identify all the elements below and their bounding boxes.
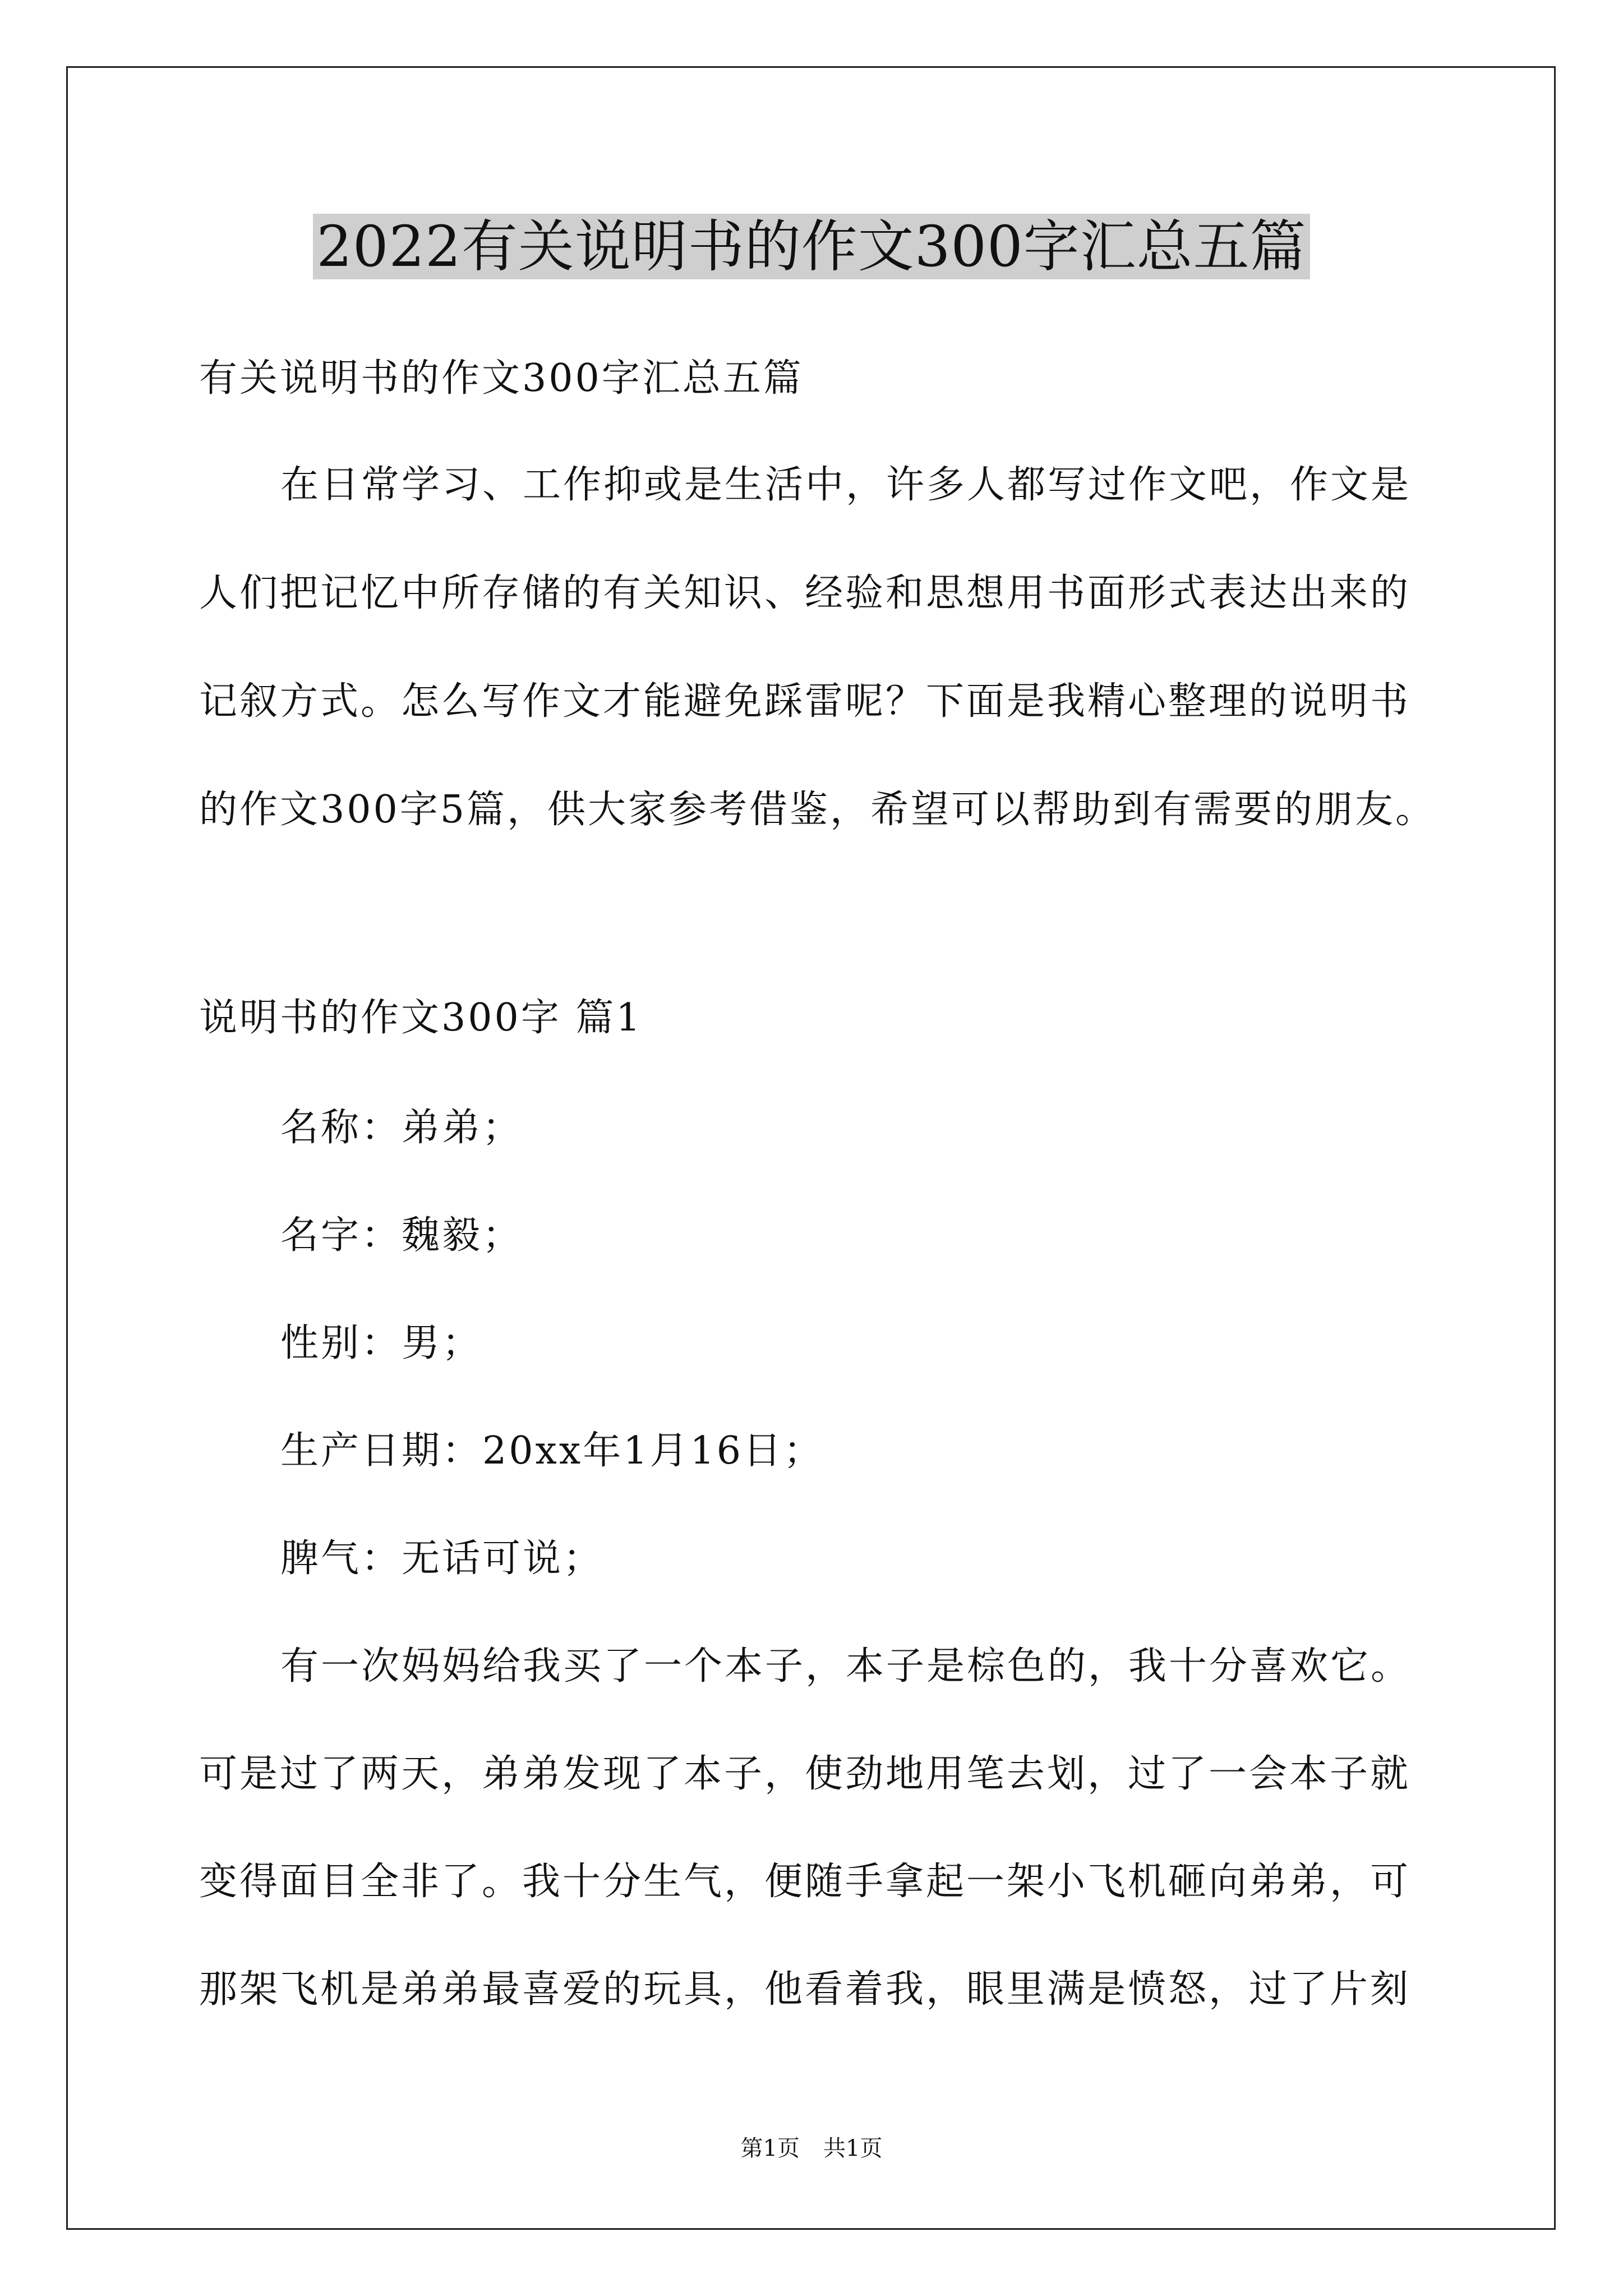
field-birth-date: 生产日期：20xx年1月16日；: [280, 1429, 824, 1473]
intro-line-2: 人们把记忆中所存储的有关知识、经验和思想用书面形式表达出来的: [199, 571, 1411, 615]
story-line-1: 有一次妈妈给我买了一个本子，本子是棕色的，我十分喜欢它。: [280, 1644, 1412, 1688]
document-title: [0, 208, 1623, 286]
intro-line-3: 记叙方式。怎么写作文才能避免踩雷呢？下面是我精心整理的说明书: [199, 679, 1411, 724]
intro-line-1: 在日常学习、工作抑或是生活中，许多人都写过作文吧，作文是: [280, 463, 1412, 507]
story-line-3: 变得面目全非了。我十分生气，便随手拿起一架小飞机砸向弟弟，可: [199, 1860, 1411, 1904]
story-line-4: 那架飞机是弟弟最喜爱的玩具，他看着我，眼里满是愤怒，过了片刻: [199, 1967, 1411, 2012]
intro-line-4: 的作文300字5篇，供大家参考借鉴，希望可以帮助到有需要的朋友。: [199, 788, 1436, 832]
page-total: 共1页: [823, 2136, 883, 2161]
field-temper: 脾气：无话可说；: [280, 1536, 604, 1581]
field-given-name: 名字：魏毅；: [280, 1213, 523, 1258]
section-heading: 说明书的作文300字 篇1: [199, 996, 643, 1040]
field-name: 名称：弟弟；: [280, 1106, 523, 1150]
story-line-2: 可是过了两天，弟弟发现了本子，使劲地用笔去划，过了一会本子就: [199, 1752, 1411, 1796]
page-footer: [0, 2132, 1623, 2165]
page-number: 第1页: [740, 2136, 800, 2161]
document-title-text: 2022有关说明书的作文300字汇总五篇: [313, 214, 1310, 279]
document-subtitle: 有关说明书的作文300字汇总五篇: [199, 356, 804, 401]
field-gender: 性别：男；: [280, 1321, 483, 1365]
